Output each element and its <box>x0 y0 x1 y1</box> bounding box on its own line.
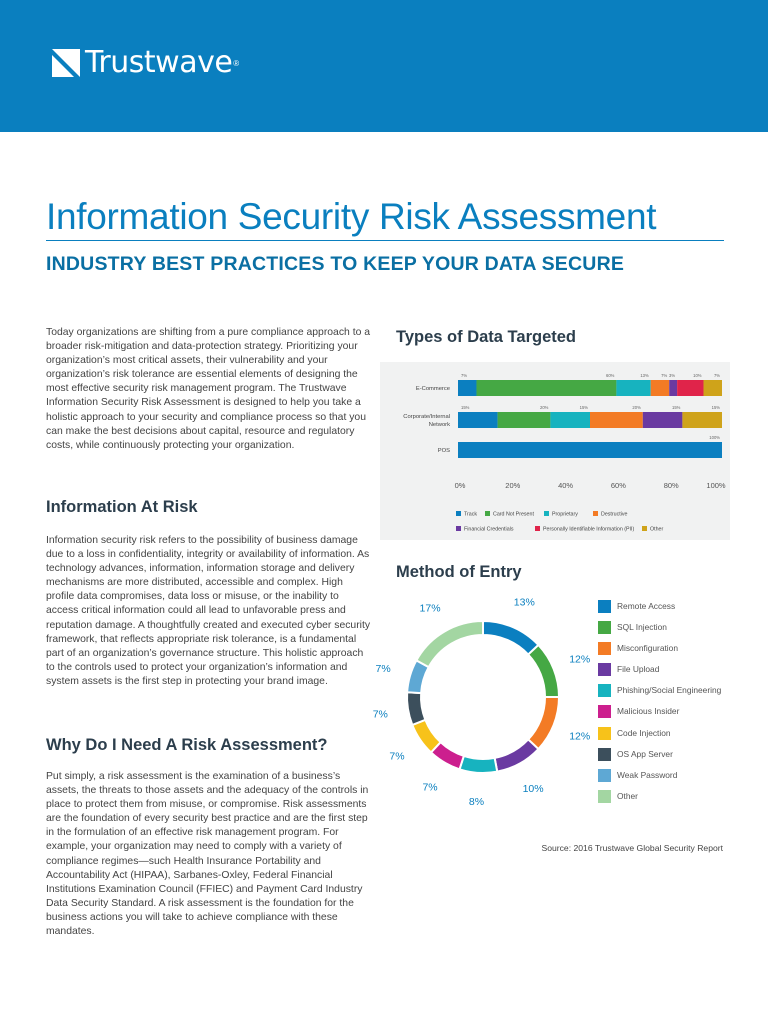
legend-item-misconfiguration <box>598 641 758 662</box>
category-label: Corporate/Internal <box>403 414 450 420</box>
legend-swatch <box>598 748 611 761</box>
donut-slice-other <box>416 621 483 667</box>
legend-item-weak-password <box>598 768 758 789</box>
legend-label: Misconfiguration <box>617 643 678 654</box>
legend-swatch-proprietary <box>544 511 549 516</box>
legend-label-destructive: Destructive <box>601 511 628 518</box>
bar-data-label: 7% <box>461 373 468 378</box>
legend-item-sql-injection <box>598 620 758 641</box>
legend-label: Phishing/Social Engineering <box>617 685 722 696</box>
legend-label: Malicious Insider <box>617 706 680 717</box>
legend-label-financial-credentials: Financial Credentials <box>464 526 514 533</box>
bar-track <box>458 412 498 428</box>
bar-track <box>458 442 722 458</box>
donut-label-sql-injection: 12% <box>569 653 591 666</box>
legend-item-malicious-insider <box>598 704 758 725</box>
bar-data-label: 15% <box>579 405 588 410</box>
legend-swatch-personally-identifiable-information-pii <box>535 526 540 531</box>
x-tick-label: 80% <box>663 481 679 490</box>
legend-label: Weak Password <box>617 769 678 780</box>
legend-swatch <box>598 684 611 697</box>
x-tick-label: 0% <box>454 481 466 490</box>
bar-financial-credentials <box>643 412 683 428</box>
legend-item-file-upload <box>598 662 758 683</box>
legend-swatch <box>598 621 611 634</box>
category-label: Network <box>428 422 450 428</box>
bar-financial-credentials <box>669 380 677 396</box>
legend-swatch <box>598 727 611 740</box>
header-banner <box>0 0 768 132</box>
bar-other <box>704 380 722 396</box>
logo-wordmark: Trustwave <box>85 45 233 80</box>
donut-slice-sql-injection <box>528 645 559 697</box>
information-at-risk-paragraph: Information security risk refers to the possibility of business damage due to a loss in confidentiality, integrity or availability of information. As technology advances, information, information storage and delivery mechanisms are more distributed, accessible and complex. High profile data compromises, data loss or misuse, or the inability to access critical information could all lead to unfavorable press and reputation damage. A thoughtfully created and executed cyber security framework, that reflects appropriate risk tolerance, is a fundamental part of an organization’s governance structure. This holistic approach to the controls used to protect your organization’s information and system assets is the first step in protecting your brand image. <box>46 535 371 687</box>
bar-card-not-present <box>498 412 551 428</box>
legend-label: OS App Server <box>617 748 673 759</box>
legend-swatch <box>598 705 611 718</box>
donut-slice-code-injection <box>412 720 440 753</box>
category-label: E-Commerce <box>415 386 450 392</box>
bar-destructive <box>590 412 643 428</box>
legend-item-phishing-social-engineering <box>598 683 758 704</box>
donut-slice-misconfiguration <box>528 697 559 749</box>
donut-slice-phishing-social-engineering <box>460 756 498 773</box>
trustwave-logo[interactable] <box>52 45 240 80</box>
donut-label-malicious-insider: 7% <box>422 781 438 794</box>
legend-label: SQL Injection <box>617 622 667 633</box>
x-tick-label: 20% <box>505 481 521 490</box>
legend-label: Other <box>617 790 638 801</box>
legend-label: Remote Access <box>617 601 676 611</box>
method-of-entry-donut-chart <box>372 595 595 808</box>
legend-label-proprietary: Proprietary <box>552 511 578 518</box>
legend-swatch <box>598 663 611 676</box>
bar-data-label: 60% <box>606 373 615 378</box>
bar-track <box>458 380 476 396</box>
intro-paragraph: Today organizations are shifting from a pure compliance approach to a broader risk-mitigation and data-protection strategy. Prioritizing your organization’s most critical assets, their vulnerability and your organization’s risk tolerance are essential elements of designing the most effective security risk management program. The Trustwave Information Security Risk Assessment is designed to help you take a holistic approach to your security and compliance process so that you can make the best decisions about capital, resource and regulatory costs, while continuously protecting your organization. <box>46 327 371 451</box>
bar-card-not-present <box>476 380 616 396</box>
donut-slice-file-upload <box>495 739 539 771</box>
types-of-data-chart-title: Types of Data Targeted <box>396 328 577 346</box>
bar-proprietary <box>550 412 590 428</box>
legend-swatch <box>598 600 611 613</box>
donut-label-weak-password: 7% <box>375 662 391 675</box>
bar-other <box>682 412 722 428</box>
legend-label: Code Injection <box>617 727 671 738</box>
method-of-entry-legend <box>598 599 758 810</box>
legend-swatch-card-not-present <box>485 511 490 516</box>
donut-label-misconfiguration: 12% <box>569 730 591 743</box>
legend-label-track: Track <box>464 511 478 518</box>
donut-slice-remote-access <box>483 621 538 655</box>
x-tick-label: 100% <box>706 481 726 490</box>
legend-label-other: Other <box>650 526 664 533</box>
donut-label-file-upload: 10% <box>522 783 544 796</box>
bar-destructive <box>651 380 669 396</box>
legend-swatch-destructive <box>593 511 598 516</box>
bar-proprietary <box>616 380 650 396</box>
legend-label-personally-identifiable-information-pii: Personally Identifiable Information (PII) <box>543 526 635 533</box>
types-of-data-chart <box>380 362 730 540</box>
bar-data-label: 10% <box>693 373 702 378</box>
page-title: Information Security Risk Assessment <box>46 196 657 237</box>
method-of-entry-chart-title: Method of Entry <box>396 563 522 581</box>
title-divider <box>46 240 724 241</box>
legend-label: File Upload <box>617 664 660 675</box>
bar-data-label: 20% <box>632 405 641 410</box>
donut-label-remote-access: 13% <box>513 596 535 609</box>
x-tick-label: 60% <box>610 481 626 490</box>
trustwave-logo-icon <box>52 49 80 77</box>
legend-swatch <box>598 769 611 782</box>
legend-swatch-financial-credentials <box>456 526 461 531</box>
bar-data-label: 7% <box>713 373 720 378</box>
donut-label-phishing-social-engineering: 8% <box>468 795 485 808</box>
legend-swatch-track <box>456 511 461 516</box>
bar-personally-identifiable-information-pii <box>677 380 703 396</box>
bar-data-label: 3% <box>669 373 676 378</box>
bar-data-label: 15% <box>711 405 720 410</box>
bar-data-label: 15% <box>461 405 470 410</box>
legend-swatch <box>598 642 611 655</box>
legend-item-other <box>598 789 758 810</box>
legend-swatch-other <box>642 526 647 531</box>
legend-label-card-not-present: Card Not Present <box>493 511 534 518</box>
donut-label-other: 17% <box>419 602 441 615</box>
bar-data-label: 100% <box>709 435 720 440</box>
x-tick-label: 40% <box>558 481 574 490</box>
bar-data-label: 20% <box>540 405 549 410</box>
bar-data-label: 15% <box>672 405 681 410</box>
legend-item-os-app-server <box>598 747 758 768</box>
legend-item-remote-access <box>598 599 758 620</box>
legend-swatch <box>598 790 611 803</box>
why-risk-assessment-paragraph: Put simply, a risk assessment is the examination of a business’s assets, the threats to those assets and the adequacy of the controls in place to protect them from misuse, or compromise. Risk assessments are the foundation of every security best practice and are the first step in the formulation of an effective risk management program. For example, your organization may need to comply with a variety of compliance regimes—such Health Insurance Portability and Accountability Act (HIPAA), Sarbanes-Oxley, Federal Financial Institutions Examination Council (FFIEC) and Payment Card Industry Data Security Standard. A risk assessment is the foundation for the business actions you will take to achieve compliance with these mandates. <box>46 771 369 938</box>
source-note: Source: 2016 Trustwave Global Security Report <box>541 843 723 853</box>
donut-label-code-injection: 7% <box>389 750 405 763</box>
legend-item-code-injection <box>598 726 758 747</box>
page-subtitle: INDUSTRY BEST PRACTICES TO KEEP YOUR DATA SECURE <box>46 253 625 275</box>
bar-data-label: 13% <box>640 373 649 378</box>
donut-slice-os-app-server <box>407 692 425 725</box>
donut-label-os-app-server: 7% <box>372 708 388 721</box>
registered-mark: ® <box>233 58 240 68</box>
bar-data-label: 7% <box>661 373 668 378</box>
category-label: POS <box>437 448 450 454</box>
section-heading-information-at-risk: Information At Risk <box>46 498 198 516</box>
section-heading-why-risk-assessment: Why Do I Need A Risk Assessment? <box>46 736 328 754</box>
